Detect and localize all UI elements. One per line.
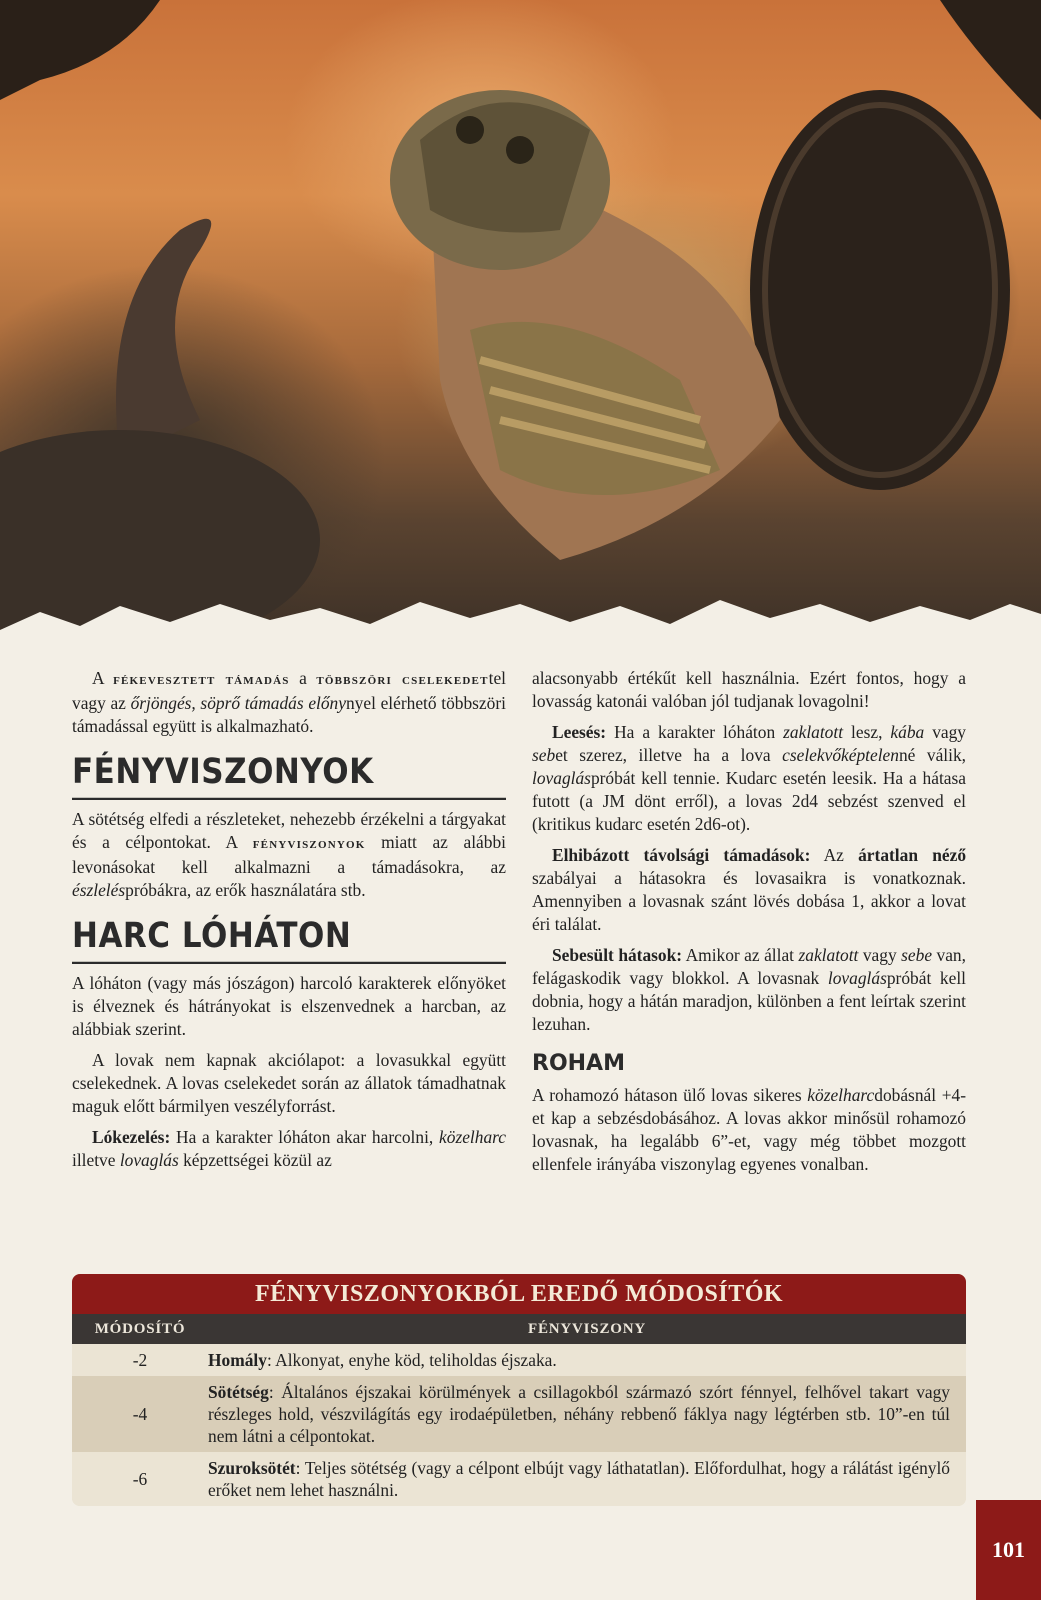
heading-fenyviszonyok: FÉNYVISZONYOK: [72, 751, 506, 800]
intro-paragraph: [72, 667, 506, 738]
table-row: [72, 1452, 966, 1506]
light-modifiers-table: [72, 1274, 966, 1506]
text: van, felágaskodik vagy blokkol. A lovasnak: [532, 945, 966, 988]
table-body: [72, 1344, 966, 1506]
term-artatlan-nezo: ártatlan néző: [858, 845, 967, 865]
condition-cell: [208, 1452, 966, 1506]
elhibazott-title: Elhibázott távolsági támadások:: [552, 845, 811, 865]
text: próbát kell tennie. Kudarc esetén leesik. Ha a hátasa futott (a JM dönt erről), a lovas 2d4 sebzést szenved el (kritikus kudarc esetén 2d6-ot).: [532, 768, 966, 834]
heading-harc-lohaton: HARC LÓHÁTON: [72, 915, 506, 964]
term: lovaglás: [827, 968, 887, 988]
term-elony: előny: [308, 693, 346, 713]
mounted-paragraph-1: A lóháton (vagy más jószágon) harcoló karakterek előnyöket is élveznek és hátrányokat is elszenvednek a harcban, az alábbiak szerint.: [72, 973, 506, 1039]
text: próbákra, az erők használatára stb.: [125, 880, 366, 900]
text: képzettségei közül az: [178, 1150, 332, 1170]
term-fenyviszonyok: fényviszonyok: [252, 836, 366, 852]
condition-desc: : Teljes sötétség (vagy a célpont elbújt vagy láthatatlan). Előfordulhat, hogy a rálátást igénylő erőket nem lehet használni.: [208, 1458, 950, 1500]
text: et szerez, illetve ha a lova: [555, 745, 783, 765]
table-row: [72, 1376, 966, 1452]
sebesult-paragraph: [532, 944, 966, 1036]
mounted-paragraph-2: A lovak nem kapnak akciólapot: a lovasukkal együtt cselekednek. A lovas cselekedet során az állatok támadhatnak maguk előtt bármilyen veszélyforrást.: [72, 1050, 506, 1116]
term: lovaglás: [532, 768, 591, 788]
text: Ha a karakter lóháton akar harcolni,: [170, 1127, 440, 1147]
term-tobbszori: többszöri cselekedet: [316, 672, 489, 688]
leeses-paragraph: [532, 721, 966, 836]
term: sebe: [901, 945, 933, 965]
text: illetve: [72, 1150, 120, 1170]
table-row: [72, 1344, 966, 1376]
text: A sötétség elfedi a részleteket, nehezebb érzékelni a tárgyakat és a célpontokat. A: [72, 809, 506, 852]
illustration-art: [0, 0, 1041, 650]
term: kába: [890, 722, 925, 742]
condition-cell: [208, 1376, 966, 1452]
text: vagy: [858, 945, 902, 965]
condition-desc: : Általános éjszakai körülmények a csillagokból származó szórt fénnyel, felhővel takart vagy részleges hold, vészvilágítás egy irodaépületben, néhány rebbenő fáklya nagy légtérben stb. 10”-en túl nem látni a célpontokat.: [208, 1382, 950, 1446]
text: tel vagy az: [72, 668, 507, 713]
table-title: FÉNYVISZONYOKBÓL EREDŐ MÓDOSÍTÓK: [72, 1274, 966, 1314]
heading-roham: ROHAM: [532, 1051, 625, 1076]
condition-cell: [208, 1344, 966, 1376]
gladiator-illustration: [0, 0, 1041, 650]
text: Ha a karakter lóháton: [606, 722, 784, 742]
text: szabályai a hátasokra és lovasaikra is vonatkoznak. Amennyiben a lovasnak szánt lövés dobása 1, akkor a lovat éri találat.: [532, 868, 966, 934]
modifier-cell: -2: [132, 1350, 148, 1370]
term-kozelharc: közelharc: [439, 1127, 506, 1147]
text: né válik,: [898, 745, 966, 765]
text: A: [92, 668, 114, 688]
term-fekevesztett: fékevesztett támadás: [113, 672, 290, 688]
light-paragraph: [72, 808, 506, 902]
term: seb: [532, 745, 556, 765]
text: Az: [810, 845, 859, 865]
modifier-cell: -4: [132, 1404, 148, 1424]
text: vagy: [924, 722, 967, 742]
condition-name: Sötétség: [208, 1382, 269, 1402]
left-column: [72, 667, 506, 1180]
condition-name: Szuroksötét: [208, 1458, 296, 1478]
text: a: [289, 668, 317, 688]
condition-desc: : Alkonyat, enyhe köd, teliholdas éjszaka.: [266, 1350, 557, 1370]
table-header: [72, 1314, 966, 1344]
elhibazott-paragraph: [532, 844, 966, 936]
text: A rohamozó hátason ülő lovas sikeres: [532, 1085, 808, 1105]
header-modosito: MÓDOSÍTÓ: [94, 1321, 186, 1337]
term-orjonges: őrjöngés, söprő támadás: [130, 693, 304, 713]
term-lovaglas: lovaglás: [119, 1150, 179, 1170]
text: próbát kell dobnia, hogy a hátán maradjon, különben a fent leírtak szerint lezuhan.: [532, 968, 967, 1034]
continuation-paragraph: alacsonyabb értékűt kell használnia. Ezért fontos, hogy a lovasság katonái valóban jól tudjanak lovagolni!: [532, 668, 966, 711]
roham-paragraph: [532, 1084, 966, 1176]
text: dobásnál +4-et kap a sebzésdobásához. A lovas akkor minősül rohamozó lovasnak, ha legalább 6”-et, vagy még többet mozgott ellenfele irányába viszonylag egyenes vonalban.: [532, 1085, 966, 1174]
header-fenyviszony: FÉNYVISZONY: [528, 1321, 646, 1337]
term: cselekvőképtelen: [782, 745, 899, 765]
sebesult-title: Sebesült hátasok:: [552, 945, 683, 965]
term-kozelharc: közelharc: [807, 1085, 875, 1105]
modifier-cell: -6: [132, 1469, 148, 1489]
term-eszleles: észlelés: [72, 880, 126, 900]
text: lesz,: [843, 722, 891, 742]
leeses-title: Leesés:: [552, 722, 607, 742]
text: nyel elérhető többszöri támadással együtt is alkalmazható.: [72, 693, 506, 736]
term: zaklatott: [798, 945, 859, 965]
condition-name: Homály: [208, 1350, 267, 1370]
page-number: 101: [976, 1500, 1041, 1600]
lokezeles-paragraph: [72, 1126, 506, 1172]
right-column: [532, 667, 966, 1184]
text: Amikor az állat: [682, 945, 799, 965]
lokezeles-title: Lókezelés:: [92, 1127, 171, 1147]
text: miatt az alábbi levonásokat kell alkalmazni a támadásokra, az: [72, 832, 506, 877]
term: zaklatott: [783, 722, 844, 742]
